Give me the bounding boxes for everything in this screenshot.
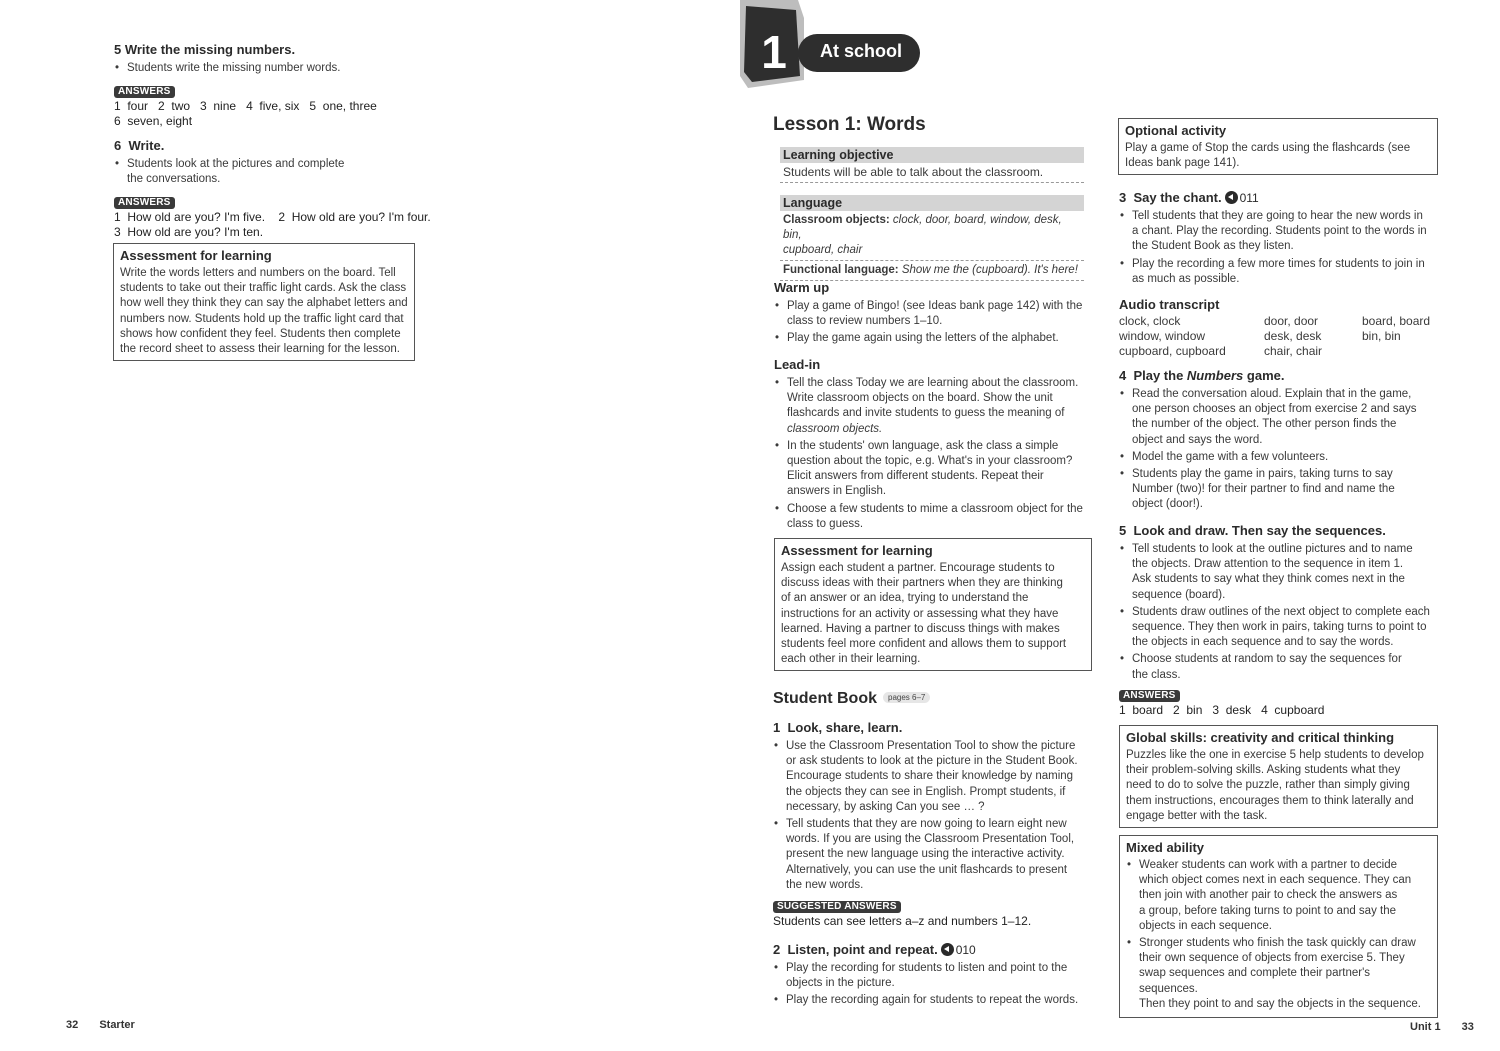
page-number: 32 [66,1019,79,1031]
line: the objects they can see in English. Prompt students, if [786,785,1066,798]
ex2-heading [773,942,1095,957]
ex4-heading-pre: 4 Play the [1119,368,1187,383]
global-skills-line: their problem-solving skills. Asking students what they [1126,764,1401,777]
assessment-line: discuss ideas with their partners when they are thinking [781,577,1063,590]
left-ex6 [114,138,434,240]
ex3-heading [1119,190,1439,205]
pages-badge: pages 6–7 [883,692,930,703]
line: the objects. Draw attention to the sequence in item 1. [1132,558,1404,571]
ex4-heading [1119,368,1441,383]
bullet [774,376,1096,437]
global-skills-title: Global skills: creativity and critical thinking [1126,730,1395,745]
unit-header [738,0,928,95]
language-line2 [780,261,1084,281]
transcript-item: clock, clock [1119,314,1181,328]
ex4-heading-post: game. [1243,368,1285,383]
global-skills-line: engage better with the task. [1126,809,1268,822]
audio-transcript [1119,297,1439,359]
line: • Tell students that they are now going to learn eight new [786,818,1067,831]
bullet [773,739,1095,815]
ex5-answer-line1: 1 four 2 two 3 nine 4 five, six 5 one, three [114,99,377,114]
unit-title: At school [820,41,903,61]
col3-ex3 [1119,190,1439,289]
bullet [1119,257,1439,287]
line: question about the topic, e.g. What's in your classroom? [787,455,1073,468]
audio-icon [1225,191,1238,204]
bullet [774,439,1096,500]
bullet [774,502,1096,532]
track-number: 010 [955,943,976,957]
bullet [773,817,1095,893]
suggested-answers-text: Students can see letters a–z and numbers 1–12. [773,914,1032,929]
global-skills-line: need to do to solve the puzzle, rather than simply giving [1126,779,1410,792]
ex6-heading: 6 Write. [114,138,165,153]
line: necessary, by asking Can you see … ? [786,800,985,813]
line: object and says the word. [1132,433,1263,446]
line: • Read the conversation aloud. Explain that in the game, [1132,388,1412,400]
line: Then they point to and say the objects in the sequence. [1139,997,1421,1010]
line: sequence. They then work in pairs, taking turns to point to [1132,621,1427,634]
line: • Play a game of Bingo! (see Ideas bank page 142) with the [787,300,1083,312]
ex6-bullet-line2: the conversations. [127,173,221,186]
assessment-line: Write the words letters and numbers on the board. Tell [120,267,396,279]
ex1-heading: 1 Look, share, learn. [773,720,903,735]
learning-objective-text: Students will be able to talk about the classroom. [780,163,1084,183]
assessment-line: shows how confident they feel. Students then complete [120,327,401,340]
transcript-col-b [1264,314,1322,360]
optional-line: Play a game of Stop the cards using the flashcards (see [1125,142,1411,154]
answers-badge: ANSWERS [114,86,175,98]
lesson-title: Lesson 1: Words [773,114,926,135]
left-ex5 [114,42,434,129]
line: class to guess. [787,517,864,530]
line: • Choose a few students to mime a classroom object for the [787,502,1083,515]
language-line1b [780,243,1084,260]
transcript-item: bin, bin [1362,329,1401,344]
line: the number of the object. The other person finds the [1132,418,1397,431]
line: as much as possible. [1132,272,1240,285]
transcript-item: cupboard, cupboard [1119,344,1226,359]
answers-badge: ANSWERS [1119,690,1180,702]
ex6-bullet-line1: • Students look at the pictures and complete [127,158,345,170]
line: Number (two)! for their partner to find and name the [1132,483,1395,496]
audio-transcript-heading: Audio transcript [1119,297,1220,312]
line: Elicit answers from different students. Repeat their [787,470,1044,483]
line: the Student Book as they listen. [1132,240,1294,253]
optional-activity-title: Optional activity [1125,123,1227,138]
classroom-objects-text-cont: cupboard, chair [783,244,863,257]
language-line1 [780,211,1084,243]
assessment-line: how well they think they can say the alphabet letters and [120,297,408,310]
ex5-answer-line2: 6 seven, eight [114,114,193,129]
line: • Play the recording a few more times for students to join in [1132,257,1425,270]
line: • Tell students to look at the outline pictures and to name [1132,543,1413,555]
line: classroom objects. [787,422,883,435]
bullet [1119,387,1441,448]
assessment-line: numbers now. Students hold up the traffic light card that [120,312,404,325]
bullet [1119,209,1439,255]
line: objects in the picture. [786,977,895,990]
assessment-line: students to take out their traffic light cards. Ask the class [120,282,407,295]
assessment-title: Assessment for learning [781,543,933,558]
functional-language-text: Show me the (cupboard). It's here! [898,263,1078,276]
col2-ex1 [773,720,1095,929]
right-footer [1410,1021,1474,1033]
audio-icon [941,943,954,956]
line: then join with another pair to check the answers as [1139,889,1398,902]
language-block [780,195,1084,281]
bullet [1119,467,1441,513]
line: object (door!). [1132,498,1203,511]
transcript-item: door, door [1264,314,1319,328]
lead-in-heading: Lead-in [774,357,821,372]
optional-activity-box [1118,118,1438,175]
bullet [774,299,1094,329]
line: which object comes next in each sequence. They can [1139,874,1412,887]
ex2-heading-text: 2 Listen, point and repeat. [773,942,938,957]
track-number: 011 [1239,191,1259,205]
line: • Students draw outlines of the next object to complete each [1132,605,1430,618]
transcript-item: board, board [1362,314,1431,328]
assessment-line: instructions for an activity or assessing what they have [781,607,1059,620]
assessment-line: each other in their learning. [781,653,921,666]
answers-badge: ANSWERS [114,197,175,209]
ex6-bullet [114,157,434,187]
line: the class. [1132,668,1181,681]
ex4-heading-italic: Numbers [1186,368,1244,383]
line: • Play the game again using the letters of the alphabet. [787,332,1059,345]
line: sequence (board). [1132,588,1226,601]
section-name: Starter [99,1019,135,1031]
line: present the new language using the interactive activity. [786,848,1065,861]
suggested-answers-badge: SUGGESTED ANSWERS [773,901,901,913]
functional-language-label: Functional language: [783,263,899,276]
line: or ask students to look at the picture in the Student Book. [786,755,1078,768]
section-name: Unit 1 [1410,1021,1441,1033]
line: the objects in each sequence and to say the words. [1132,636,1394,649]
assessment-line: Assign each student a partner. Encourage students to [781,562,1055,574]
global-skills-box [1119,725,1438,828]
learning-objective-block [780,147,1084,183]
transcript-item: chair, chair [1264,344,1323,359]
unit-number: 1 [761,26,787,78]
global-skills-line: them instructions, encourages them to think laterally and [1126,794,1414,807]
line: • Tell the class Today we are learning about the classroom. [787,377,1079,389]
ex3-heading-text: 3 Say the chant. [1119,190,1222,205]
line: their own sequence of objects from exercise 5. They [1139,952,1405,965]
student-book-title: Student Book [773,690,877,707]
ex5-heading: 5 Write the missing numbers. [114,42,296,57]
line: a group, before taking turns to point to and say the [1139,904,1397,917]
line: words. If you are using the Classroom Presentation Tool, [786,833,1075,846]
line: • Choose students at random to say the sequences for [1132,653,1402,666]
line: • Use the Classroom Presentation Tool to show the picture [786,740,1076,752]
ex5-answers: 1 board 2 bin 3 desk 4 cupboard [1119,702,1325,717]
bullet [1126,936,1431,1012]
optional-line: Ideas bank page 141). [1125,157,1240,170]
learning-objective-label: Learning objective [780,147,1084,163]
transcript-col-a [1119,314,1226,360]
global-skills-line: Puzzles like the one in exercise 5 help students to develop [1126,749,1424,761]
mixed-ability-title: Mixed ability [1126,840,1205,855]
bullet [773,961,1095,991]
warm-up-section [774,280,1094,349]
transcript-col-c [1362,314,1430,344]
line: • Model the game with a few volunteers. [1132,450,1329,463]
assessment-line: students feel more confident and allows them to support [781,638,1067,651]
line: Ask students to say what they think comes next in the [1132,573,1405,586]
bullet [1119,605,1441,651]
assessment-line: the record sheet to assess their learning for the lesson. [120,343,400,356]
assessment-title: Assessment for learning [120,248,272,263]
ex6-answer-line2: 3 How old are you? I'm ten. [114,225,264,240]
line: • Tell students that they are going to hear the new words in [1132,210,1423,222]
bullet [1119,542,1441,603]
line: Write classroom objects on the board. Show the unit [787,392,1053,405]
line: one person chooses an object from exercise 2 and says [1132,403,1417,416]
line: Encourage students to share their knowledge by naming [786,770,1074,783]
bullet [773,993,1095,1008]
col2-assessment-box [774,538,1092,671]
line: swap sequences and complete their partner's sequences. [1139,967,1371,995]
lead-in-section [774,357,1096,534]
line: • Play the recording again for students to repeat the words. [786,994,1079,1007]
line: • In the students' own language, ask the class a simple [787,439,1059,452]
bullet [1126,858,1431,934]
line: class to review numbers 1–10. [787,315,943,328]
line: flashcards and invite students to guess the meaning of [787,407,1065,420]
classroom-objects-text: clock, door, board, window, desk, bin, [783,214,1062,242]
ex5-heading: 5 Look and draw. Then say the sequences. [1119,523,1386,538]
classroom-objects-label: Classroom objects: [783,214,890,226]
assessment-line: learned. Having a partner to discuss things with makes [781,622,1060,635]
line: • Students play the game in pairs, taking turns to say [1132,468,1393,481]
mixed-ability-box [1119,835,1438,1018]
line: • Stronger students who finish the task quickly can draw [1139,937,1416,950]
ex5-bullet: • Students write the missing number words. [114,61,434,76]
line: Alternatively, you can use the unit flashcards to present [786,863,1068,876]
page-number: 33 [1461,1021,1474,1033]
ex6-answer-line1: 1 How old are you? I'm five. 2 How old are you? I'm four. [114,210,431,225]
transcript-item: window, window [1119,329,1206,344]
left-footer [66,1019,135,1031]
line: • Weaker students can work with a partner to decide [1139,859,1398,871]
assessment-line: of an answer or an idea, trying to understand the [781,592,1029,605]
bullet [1119,652,1441,682]
transcript-item: desk, desk [1264,329,1322,344]
line: objects in each sequence. [1139,919,1272,932]
line: a chant. Play the recording. Students point to the words in [1132,225,1427,238]
bullet [774,331,1094,346]
col2-ex2 [773,942,1095,1011]
col3-ex5 [1119,523,1441,718]
line: the new words. [786,878,864,891]
line: answers in English. [787,485,887,498]
left-assessment-box [113,243,415,361]
student-book-heading [773,690,930,708]
warm-up-heading: Warm up [774,280,830,295]
bullet [1119,450,1441,465]
line: • Play the recording for students to listen and point to the [786,962,1068,974]
col3-ex4 [1119,368,1441,515]
language-label: Language [780,195,1084,211]
